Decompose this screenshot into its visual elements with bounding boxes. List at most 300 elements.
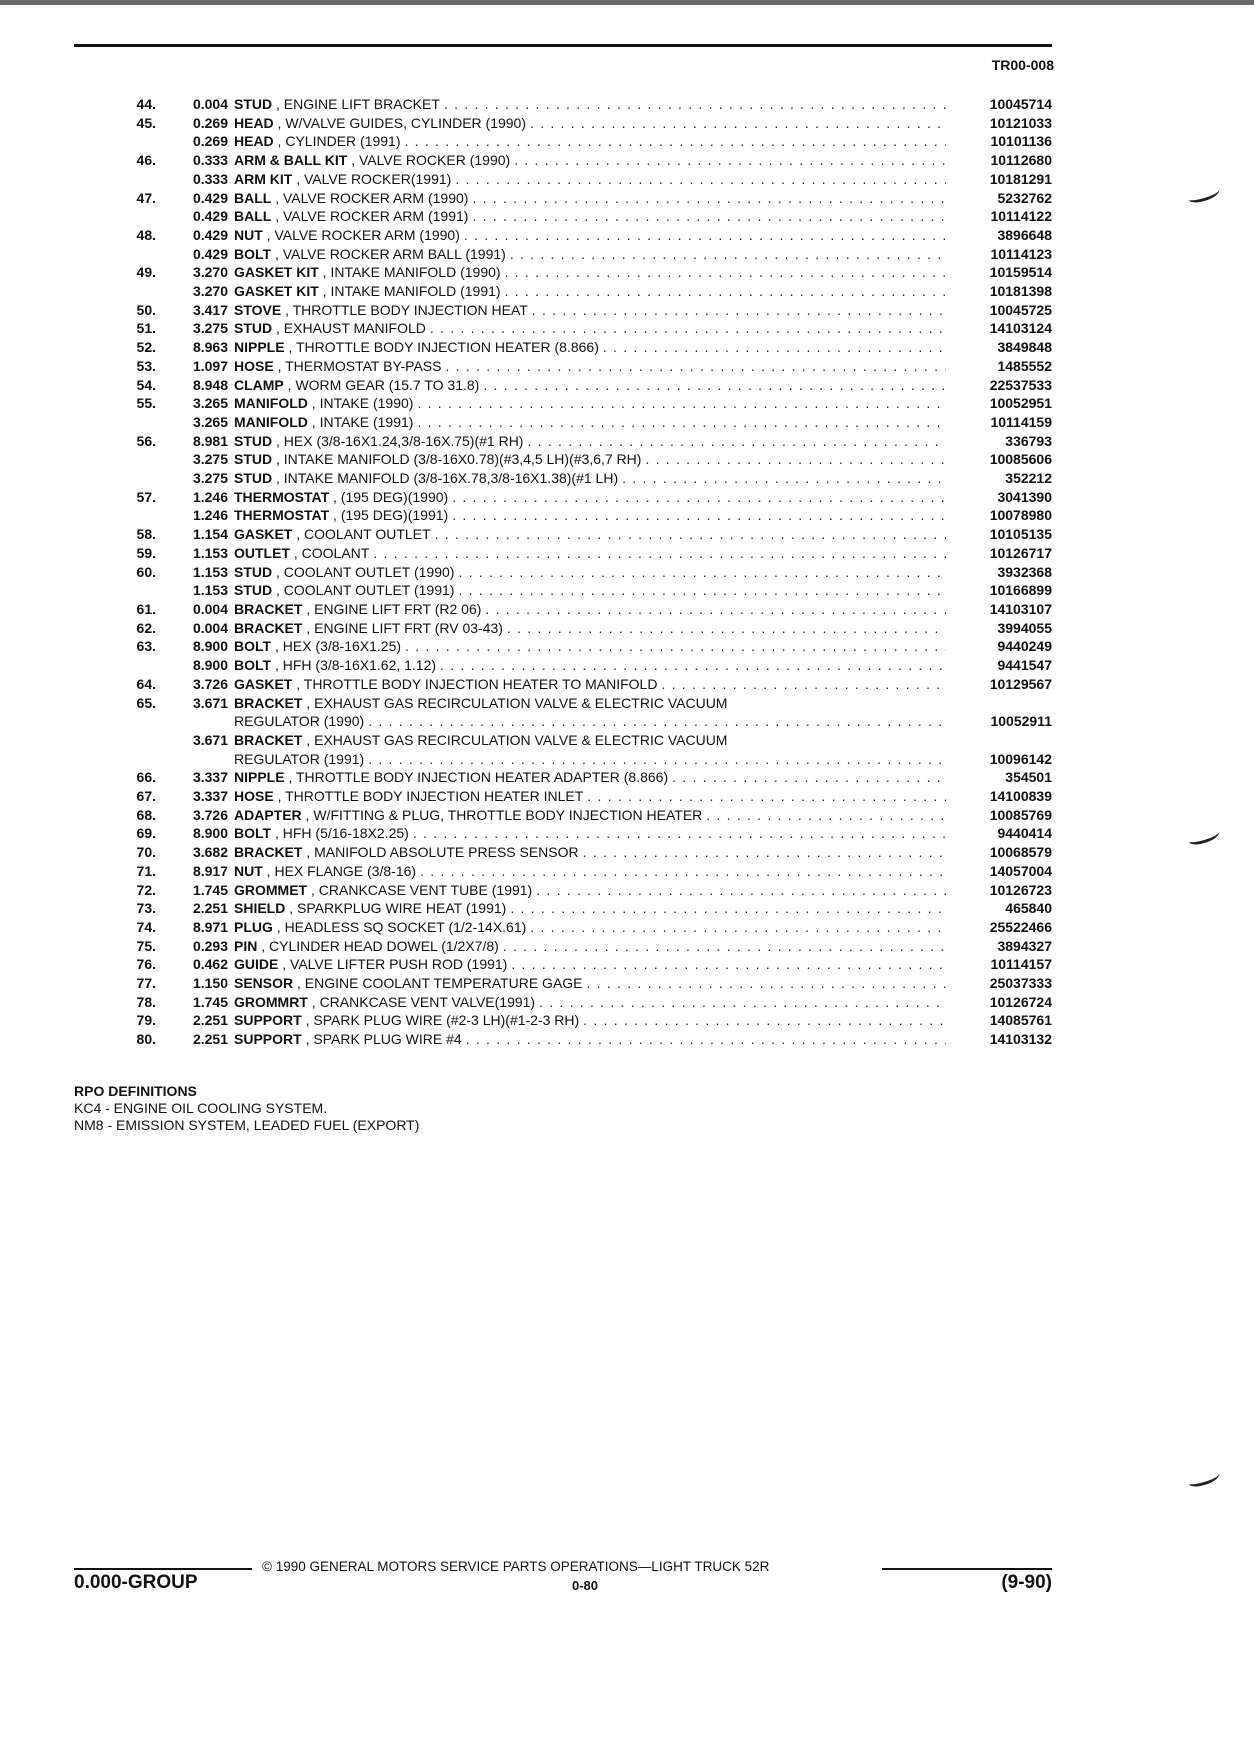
description-line [234, 1011, 946, 1030]
description-text: BOLT , HFH (5/16-18X2.25) [234, 825, 409, 842]
part-description [228, 357, 954, 376]
group-number: 1.150 [192, 975, 228, 992]
part-detail: COOLANT [301, 544, 370, 561]
part-name: STUD [234, 582, 273, 599]
group-number: 8.900 [192, 825, 228, 842]
part-description [228, 319, 954, 338]
binder-hole-mark [1187, 184, 1221, 204]
item-number: 62. [136, 619, 156, 636]
description-text: MANIFOLD , INTAKE (1991) [234, 413, 414, 430]
description-text: GASKET KIT , INTAKE MANIFOLD (1991) [234, 283, 501, 300]
leader-dots [364, 712, 946, 731]
group-number: 8.963 [192, 339, 228, 356]
description-text: HEAD , CYLINDER (1991) [234, 133, 401, 150]
description-line [234, 600, 946, 619]
parts-row [74, 525, 1052, 544]
part-number: 10068579 [989, 844, 1052, 861]
part-name: BRACKET [234, 731, 303, 748]
leader-dots [416, 862, 946, 881]
document-code: TR00-008 [991, 57, 1054, 73]
part-description [228, 132, 954, 151]
parts-row [74, 899, 1052, 918]
description-line [234, 357, 946, 376]
part-name: BRACKET [234, 619, 303, 636]
description-line [234, 506, 946, 525]
part-number: 14057004 [989, 862, 1052, 879]
part-detail: HEX (3/8-16X1.24,3/8-16X.75)(#1 RH) [283, 432, 524, 449]
part-name: GASKET [234, 675, 293, 692]
part-name: STUD [234, 320, 273, 337]
part-detail: THROTTLE BODY INJECTION HEATER (8.866) [296, 339, 599, 356]
leader-dots [451, 170, 946, 189]
part-detail: SPARK PLUG WIRE (#2-3 LH)(#1-2-3 RH) [313, 1012, 580, 1029]
item-number: 55. [136, 395, 156, 412]
part-description [228, 245, 954, 264]
part-name: BRACKET [234, 600, 303, 617]
part-number: 336793 [1005, 432, 1052, 449]
description-text: MANIFOLD , INTAKE (1990) [234, 395, 414, 412]
part-name: NUT [234, 862, 263, 879]
part-name: ARM KIT [234, 170, 293, 187]
description-text: SENSOR , ENGINE COOLANT TEMPERATURE GAGE [234, 975, 583, 992]
part-detail: ENGINE LIFT FRT (RV 03-43) [314, 619, 503, 636]
description-line [234, 731, 946, 750]
description-text: ADAPTER , W/FITTING & PLUG, THROTTLE BODY INJECTION HEATER [234, 806, 703, 823]
part-detail: EXHAUST MANIFOLD [283, 320, 426, 337]
item-number: 61. [136, 600, 156, 617]
item-number: 46. [136, 152, 156, 169]
description-text: CLAMP , WORM GEAR (15.7 TO 31.8) [234, 376, 480, 393]
item-number: 69. [136, 825, 156, 842]
description-line [234, 544, 946, 563]
parts-row [74, 170, 1052, 189]
leader-dots [506, 245, 946, 264]
part-description [228, 469, 954, 488]
part-name: GASKET KIT [234, 283, 319, 300]
item-number: 57. [136, 488, 156, 505]
description-line [234, 488, 946, 507]
group-number: 3.270 [192, 264, 228, 281]
part-detail: W/VALVE GUIDES, CYLINDER (1990) [285, 114, 527, 131]
description-text: REGULATOR (1991) [234, 750, 365, 767]
description-text: BRACKET , ENGINE LIFT FRT (RV 03-43) [234, 619, 503, 636]
part-number: 1485552 [997, 357, 1052, 374]
part-number: 14103107 [989, 600, 1052, 617]
description-line [234, 170, 946, 189]
description-line [234, 338, 946, 357]
group-number: 8.971 [192, 918, 228, 935]
parts-row [74, 282, 1052, 301]
part-name: NUT [234, 226, 263, 243]
group-number: 8.900 [192, 657, 228, 674]
part-detail: (195 DEG)(1990) [340, 488, 449, 505]
part-number: 10126724 [989, 993, 1052, 1010]
binder-hole-mark [1187, 826, 1221, 846]
leader-dots [528, 301, 946, 320]
item-number: 63. [136, 638, 156, 655]
parts-row [74, 413, 1052, 432]
part-detail: INTAKE MANIFOLD (1991) [330, 283, 501, 300]
part-number: 10114157 [990, 956, 1052, 973]
description-text: STUD , COOLANT OUTLET (1991) [234, 582, 455, 599]
part-detail: ENGINE LIFT BRACKET [283, 96, 440, 112]
leader-dots [426, 319, 946, 338]
description-line [234, 750, 946, 769]
part-description [228, 955, 954, 974]
item-number: 59. [136, 544, 156, 561]
part-detail: INTAKE (1991) [319, 413, 414, 430]
part-detail: INTAKE MANIFOLD (1990) [330, 264, 501, 281]
part-description [228, 525, 954, 544]
parts-row [74, 787, 1052, 806]
group-number: 3.726 [192, 675, 228, 692]
description-line [234, 207, 946, 226]
parts-row [74, 656, 1052, 675]
leader-dots [583, 787, 946, 806]
part-name: STUD [234, 432, 273, 449]
description-line [234, 824, 946, 843]
item-number: 79. [136, 1012, 156, 1029]
parts-row [74, 95, 1052, 114]
item-number: 78. [136, 993, 156, 1010]
part-description [228, 600, 954, 619]
part-description [228, 619, 954, 638]
item-number: 60. [136, 563, 156, 580]
leader-dots [510, 151, 946, 170]
group-number: 3.682 [192, 844, 228, 861]
item-number: 52. [136, 339, 156, 356]
description-text: ARM KIT , VALVE ROCKER(1991) [234, 170, 452, 187]
part-name: HEAD [234, 114, 274, 131]
part-name: SHIELD [234, 900, 286, 917]
parts-row [74, 694, 1052, 731]
description-line [234, 114, 946, 133]
leader-dots [436, 656, 946, 675]
group-number: 0.293 [192, 937, 228, 954]
description-text: STUD , INTAKE MANIFOLD (3/8-16X.78,3/8-16X1.38)(#1 LH) [234, 470, 619, 487]
description-text: HOSE , THROTTLE BODY INJECTION HEATER INLET [234, 788, 584, 805]
description-line [234, 787, 946, 806]
part-name: SUPPORT [234, 1012, 302, 1029]
part-description [228, 376, 954, 395]
description-text: BOLT , VALVE ROCKER ARM BALL (1991) [234, 245, 506, 262]
description-line [234, 694, 946, 713]
group-number: 0.004 [192, 96, 228, 112]
part-number: 354501 [1005, 769, 1052, 786]
description-text: GASKET , THROTTLE BODY INJECTION HEATER TO MANIFOLD [234, 675, 658, 692]
description-text: PIN , CYLINDER HEAD DOWEL (1/2X7/8) [234, 937, 499, 954]
description-line [234, 937, 946, 956]
part-number: 3041390 [997, 488, 1052, 505]
part-description [228, 656, 954, 675]
part-name: BOLT [234, 825, 272, 842]
group-number: 1.246 [192, 488, 228, 505]
parts-row [74, 469, 1052, 488]
leader-dots [454, 581, 946, 600]
description-text: REGULATOR (1990) [234, 713, 365, 730]
part-name: HEAD [234, 133, 274, 150]
part-detail: THROTTLE BODY INJECTION HEATER TO MANIFOLD [303, 675, 658, 692]
description-line [234, 768, 946, 787]
rpo-definitions [74, 1083, 419, 1134]
group-number: 2.251 [192, 900, 228, 917]
part-number: 465840 [1005, 900, 1052, 917]
part-name: BALL [234, 208, 272, 225]
description-text: BOLT , HFH (3/8-16X1.62, 1.12) [234, 657, 437, 674]
parts-row [74, 1011, 1052, 1030]
part-number: 14085761 [989, 1012, 1052, 1029]
part-name: BOLT [234, 638, 272, 655]
part-name: ADAPTER [234, 806, 302, 823]
group-number: 0.429 [192, 226, 228, 243]
part-detail: VALVE ROCKER ARM (1990) [274, 226, 460, 243]
item-number: 67. [136, 788, 156, 805]
group-number: 1.153 [192, 582, 228, 599]
description-text: STUD , HEX (3/8-16X1.24,3/8-16X.75)(#1 RH) [234, 432, 524, 449]
parts-row [74, 263, 1052, 282]
part-description [228, 637, 954, 656]
description-line [234, 394, 946, 413]
description-text: BALL , VALVE ROCKER ARM (1990) [234, 189, 469, 206]
group-label: 0.000-GROUP [74, 1572, 198, 1593]
scan-top-edge [0, 0, 1254, 5]
description-line [234, 226, 946, 245]
part-detail: VALVE ROCKER ARM BALL (1991) [282, 245, 506, 262]
description-line [234, 469, 946, 488]
part-number: 10129567 [989, 675, 1052, 692]
parts-row [74, 731, 1052, 768]
group-number: 0.429 [192, 245, 228, 262]
description-line [234, 282, 946, 301]
part-name: GROMMET [234, 881, 308, 898]
part-number: 10045725 [989, 301, 1052, 318]
group-number: 3.275 [192, 451, 228, 468]
part-number: 10126717 [989, 544, 1052, 561]
part-description [228, 207, 954, 226]
part-detail: CYLINDER HEAD DOWEL (1/2X7/8) [269, 937, 499, 954]
group-number: 3.671 [192, 731, 228, 748]
part-name: BRACKET [234, 844, 303, 861]
leader-dots [413, 394, 946, 413]
item-number: 66. [136, 769, 156, 786]
description-text: BRACKET , EXHAUST GAS RECIRCULATION VALVE & ELECTRIC VACUUM [234, 731, 728, 748]
part-name: STUD [234, 563, 273, 580]
part-name: MANIFOLD [234, 413, 308, 430]
part-number: 9441547 [997, 657, 1052, 674]
part-detail: CRANKCASE VENT TUBE (1991) [318, 881, 533, 898]
part-number: 10096142 [989, 750, 1052, 767]
leader-dots [503, 619, 946, 638]
description-line [234, 656, 946, 675]
part-name: STUD [234, 96, 273, 112]
part-detail: THROTTLE BODY INJECTION HEATER ADAPTER (8.866) [296, 769, 669, 786]
parts-list [74, 95, 1052, 1049]
group-number: 1.154 [192, 526, 228, 543]
leader-dots [441, 357, 946, 376]
group-number: 1.246 [192, 507, 228, 524]
part-name: HOSE [234, 788, 274, 805]
part-name: NIPPLE [234, 769, 285, 786]
description-line [234, 918, 946, 937]
leader-dots [440, 95, 946, 114]
leader-dots [506, 899, 946, 918]
parts-row [74, 563, 1052, 582]
description-line [234, 450, 946, 469]
description-line [234, 712, 946, 731]
parts-row [74, 488, 1052, 507]
group-number: 3.270 [192, 283, 228, 300]
description-text: OUTLET , COOLANT [234, 544, 370, 561]
part-number: 5232762 [997, 189, 1052, 206]
part-number: 10121033 [989, 114, 1052, 131]
group-number: 3.275 [192, 320, 228, 337]
part-name: GUIDE [234, 956, 279, 973]
leader-dots [599, 338, 946, 357]
part-number: 10052951 [989, 395, 1052, 412]
part-detail: HFH (5/16-18X2.25) [282, 825, 409, 842]
part-description [228, 544, 954, 563]
leader-dots [401, 637, 946, 656]
part-name: BRACKET [234, 694, 303, 711]
parts-row [74, 301, 1052, 320]
parts-row [74, 955, 1052, 974]
parts-row [74, 432, 1052, 451]
part-description [228, 843, 954, 862]
group-number: 3.337 [192, 788, 228, 805]
part-description [228, 413, 954, 432]
description-text: GUIDE , VALVE LIFTER PUSH ROD (1991) [234, 956, 508, 973]
footer-rule-left [74, 1568, 252, 1570]
item-number: 50. [136, 301, 156, 318]
part-number: 3994055 [997, 619, 1052, 636]
part-number: 10105135 [989, 526, 1052, 543]
parts-row [74, 918, 1052, 937]
part-description [228, 918, 954, 937]
parts-row [74, 114, 1052, 133]
leader-dots [526, 114, 946, 133]
rpo-definition: KC4 - ENGINE OIL COOLING SYSTEM. [74, 1100, 328, 1116]
part-name: NIPPLE [234, 339, 285, 356]
part-number: 3896648 [997, 226, 1052, 243]
description-text: SUPPORT , SPARK PLUG WIRE (#2-3 LH)(#1-2-3 RH) [234, 1012, 580, 1029]
part-name: GASKET [234, 526, 293, 543]
part-detail: EXHAUST GAS RECIRCULATION VALVE & ELECTRIC VACUUM [314, 694, 728, 711]
part-description [228, 993, 954, 1012]
leader-dots [579, 1011, 946, 1030]
part-description [228, 189, 954, 208]
binder-hole-mark [1187, 1468, 1221, 1488]
description-line [234, 862, 946, 881]
group-number: 0.429 [192, 208, 228, 225]
description-text: BRACKET , EXHAUST GAS RECIRCULATION VALVE & ELECTRIC VACUUM [234, 694, 728, 711]
leader-dots [501, 263, 946, 282]
group-number: 0.333 [192, 170, 228, 187]
part-name: PIN [234, 937, 258, 954]
leader-dots [618, 469, 946, 488]
group-number: 0.462 [192, 956, 228, 973]
part-detail: VALVE ROCKER ARM (1990) [283, 189, 469, 206]
part-number: 10085769 [989, 806, 1052, 823]
parts-row [74, 993, 1052, 1012]
leader-dots [448, 506, 946, 525]
parts-row [74, 619, 1052, 638]
part-detail: VALVE LIFTER PUSH ROD (1991) [290, 956, 508, 973]
leader-dots [462, 1030, 946, 1049]
group-number: 1.153 [192, 563, 228, 580]
part-description [228, 974, 954, 993]
part-detail: COOLANT OUTLET [304, 526, 431, 543]
part-detail: WORM GEAR (15.7 TO 31.8) [295, 376, 480, 393]
leader-dots [369, 544, 946, 563]
parts-row [74, 189, 1052, 208]
part-detail: HEX (3/8-16X1.25) [282, 638, 402, 655]
part-description [228, 114, 954, 133]
description-line [234, 376, 946, 395]
description-text: SHIELD , SPARKPLUG WIRE HEAT (1991) [234, 900, 507, 917]
part-name: MANIFOLD [234, 395, 308, 412]
description-text: BRACKET , ENGINE LIFT FRT (R2 06) [234, 600, 482, 617]
description-text: NIPPLE , THROTTLE BODY INJECTION HEATER (8.866) [234, 339, 599, 356]
part-description [228, 301, 954, 320]
part-description [228, 1011, 954, 1030]
part-detail: CRANKCASE VENT VALVE(1991) [319, 993, 536, 1010]
description-text: PLUG , HEADLESS SQ SOCKET (1/2-14X.61) [234, 918, 527, 935]
description-text: HOSE , THERMOSTAT BY-PASS [234, 357, 442, 374]
leader-dots [499, 937, 946, 956]
leader-dots [468, 189, 946, 208]
item-number: 53. [136, 357, 156, 374]
part-number: 3894327 [997, 937, 1052, 954]
part-description [228, 95, 954, 114]
description-line [234, 974, 946, 993]
parts-row [74, 862, 1052, 881]
description-line [234, 993, 946, 1012]
parts-row [74, 806, 1052, 825]
part-description [228, 563, 954, 582]
leader-dots [579, 843, 946, 862]
group-number: 3.671 [192, 694, 228, 711]
leader-dots [526, 918, 946, 937]
description-text: STUD , INTAKE MANIFOLD (3/8-16X0.78)(#3,4,5 LH)(#3,6,7 RH) [234, 451, 642, 468]
parts-row [74, 376, 1052, 395]
group-number: 0.269 [192, 114, 228, 131]
leader-dots [668, 768, 946, 787]
item-number: 68. [136, 806, 156, 823]
description-line [234, 899, 946, 918]
parts-row [74, 600, 1052, 619]
group-number: 2.251 [192, 1031, 228, 1048]
item-number: 48. [136, 226, 156, 243]
description-line [234, 301, 946, 320]
item-number: 73. [136, 900, 156, 917]
part-detail: INTAKE MANIFOLD (3/8-16X.78,3/8-16X1.38)(#1 LH) [283, 470, 619, 487]
description-text: STOVE , THROTTLE BODY INJECTION HEAT [234, 301, 528, 318]
part-detail: W/FITTING & PLUG, THROTTLE BODY INJECTION HEATER [313, 806, 703, 823]
description-line [234, 1030, 946, 1049]
item-number: 44. [136, 96, 156, 112]
part-description [228, 675, 954, 694]
description-line [234, 843, 946, 862]
item-number: 56. [136, 432, 156, 449]
copyright-line: © 1990 GENERAL MOTORS SERVICE PARTS OPERATIONS—LIGHT TRUCK 52R [262, 1559, 770, 1574]
leader-dots [532, 881, 946, 900]
description-text: NUT , HEX FLANGE (3/8-16) [234, 862, 417, 879]
part-name: OUTLET [234, 544, 290, 561]
item-number: 65. [136, 694, 156, 711]
parts-row [74, 450, 1052, 469]
parts-row [74, 506, 1052, 525]
description-text: GASKET KIT , INTAKE MANIFOLD (1990) [234, 264, 501, 281]
